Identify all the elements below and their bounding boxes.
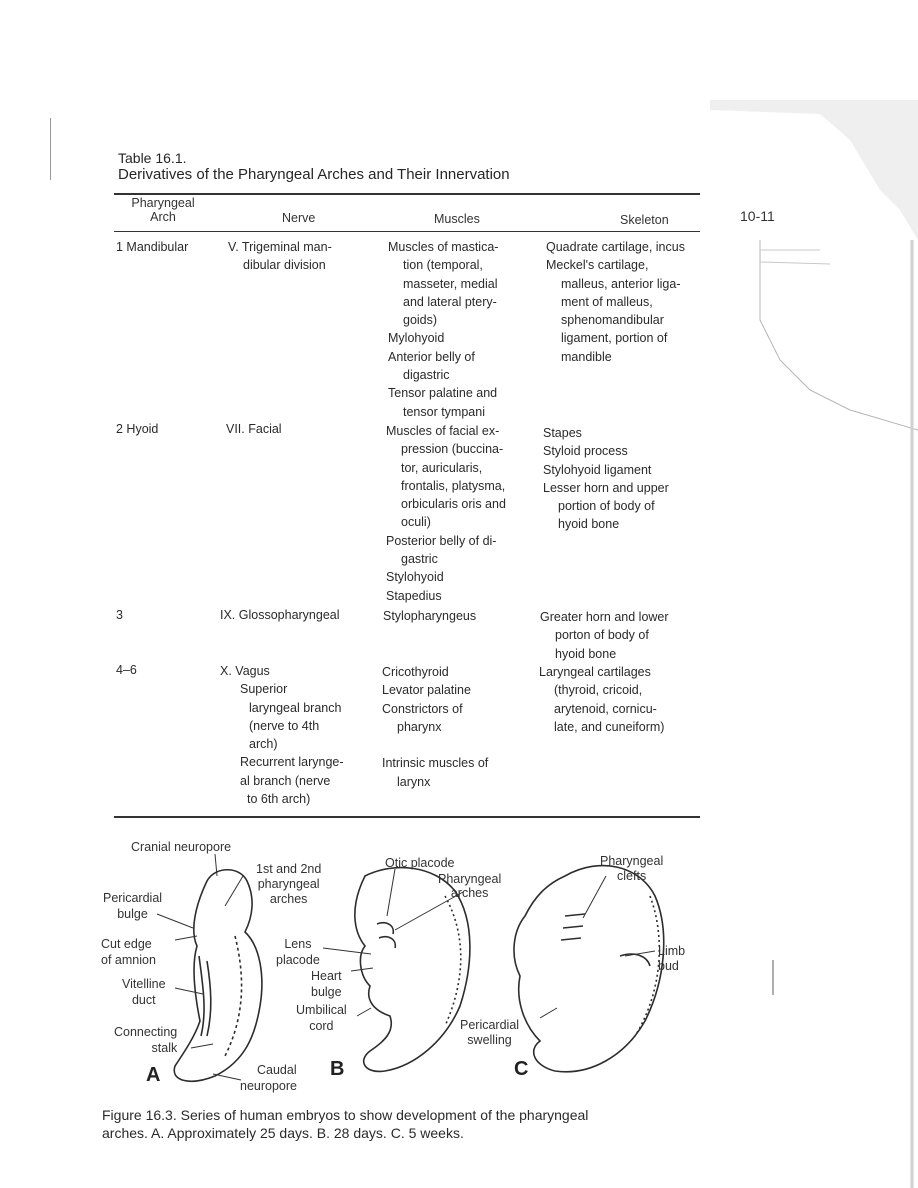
row1-arch: 1 Mandibular — [116, 240, 189, 254]
table-header-rule — [114, 231, 700, 232]
row3-arch: 3 — [116, 608, 123, 622]
figure-letter-c: C — [514, 1058, 529, 1080]
adjacent-page-edge — [700, 100, 918, 1188]
row4-arch: 4–6 — [116, 663, 137, 677]
figure-letter-a: A — [146, 1064, 161, 1086]
row4-nerve: X. Vagus Superior laryngeal branch (nerve to 4th arch) Recurrent larynge- al branch (nerve to 6th arch) — [220, 664, 344, 807]
row3-muscles: Stylopharyngeus — [383, 609, 477, 623]
row1-skeleton: Quadrate cartilage, incus Meckel's cartilage, malleus, anterior liga- ment of malleus, sphenomandibular ligament, portion of mandible — [546, 240, 685, 364]
table-label: Table 16.1. — [118, 150, 187, 166]
row1-nerve: V. Trigeminal man- dibular division — [228, 240, 332, 273]
row4-skeleton: Laryngeal cartilages (thyroid, cricoid, arytenoid, cornicu- late, and cuneiform) — [539, 665, 665, 734]
embryo-c-limb — [620, 954, 650, 966]
embryo-c-outline — [514, 866, 664, 1072]
row4-muscles: Cricothyroid Levator palatine Constrictors of pharynx Intrinsic muscles of larynx — [382, 665, 489, 789]
label-lens-placode: Lens placode — [276, 937, 320, 967]
embryo-b-arches — [377, 923, 395, 948]
embryo-b-somites — [445, 896, 461, 1026]
label-umbilical-cord: Umbilical cord — [296, 1003, 347, 1033]
label-connecting-stalk: Connecting stalk — [114, 1025, 178, 1055]
label-caudal-neuropore: Caudal neuropore — [240, 1063, 297, 1093]
margin-mark — [50, 118, 51, 180]
embryo-a-vitelline — [199, 956, 211, 1036]
label-cut-edge-amnion: Cut edge of amnion — [101, 937, 156, 967]
row2-arch: 2 Hyoid — [116, 422, 159, 436]
embryo-a-outline — [174, 870, 262, 1081]
row2-nerve: VII. Facial — [226, 422, 282, 436]
embryo-c-clefts — [561, 914, 585, 940]
row1-muscles: Muscles of mastica- tion (temporal, masseter, medial and lateral ptery- goids) Mylohyoid Anterior belly of digastric Tensor palatine and tensor tympani — [388, 240, 499, 419]
header-arch: Pharyngeal Arch — [131, 196, 195, 224]
row3-nerve: IX. Glossopharyngeal — [220, 608, 340, 622]
header-skeleton: Skeleton — [620, 213, 669, 227]
label-vitelline-duct: Vitelline duct — [122, 977, 166, 1007]
header-muscles: Muscles — [434, 212, 480, 226]
table-bottom-rule — [114, 816, 700, 818]
label-pharyngeal-arches-a: 1st and 2nd pharyngeal arches — [256, 862, 322, 906]
label-cranial-neuropore: Cranial neuropore — [131, 840, 232, 854]
table-top-rule — [114, 193, 700, 195]
row3-skeleton: Greater horn and lower porton of body of hyoid bone — [540, 610, 669, 661]
label-pharyngeal-clefts: Pharyngeal clefts — [600, 854, 664, 883]
label-heart-bulge: Heart bulge — [311, 969, 342, 999]
header-nerve: Nerve — [282, 211, 316, 225]
label-pericardial-bulge: Pericardial bulge — [103, 891, 163, 921]
figure-caption: Figure 16.3. Series of human embryos to show development of the pharyngeal arches. A. Approximately 25 days. B. 28 days. C. 5 weeks. — [102, 1107, 589, 1141]
figure-letter-b: B — [330, 1058, 345, 1080]
row2-muscles: Muscles of facial ex- pression (buccina- tor, auricularis, frontalis, platysma, orbicularis oris and oculi) Posterior belly of di- gastric Stylohyoid Stapedius — [386, 424, 506, 603]
label-otic-placode: Otic placode — [385, 856, 455, 870]
table-title: Derivatives of the Pharyngeal Arches and Their Innervation — [118, 166, 510, 183]
margin-note: 10-11 — [740, 208, 775, 224]
label-pharyngeal-arches-b: Pharyngeal arches — [438, 872, 502, 900]
embryo-a-notochord — [225, 936, 242, 1056]
label-limb-bud: Limb bud — [658, 944, 686, 973]
label-pericardial-swelling: Pericardial swelling — [460, 1018, 520, 1047]
row2-skeleton: Stapes Styloid process Stylohyoid ligament Lesser horn and upper portion of body of hyoid bone — [543, 426, 669, 532]
